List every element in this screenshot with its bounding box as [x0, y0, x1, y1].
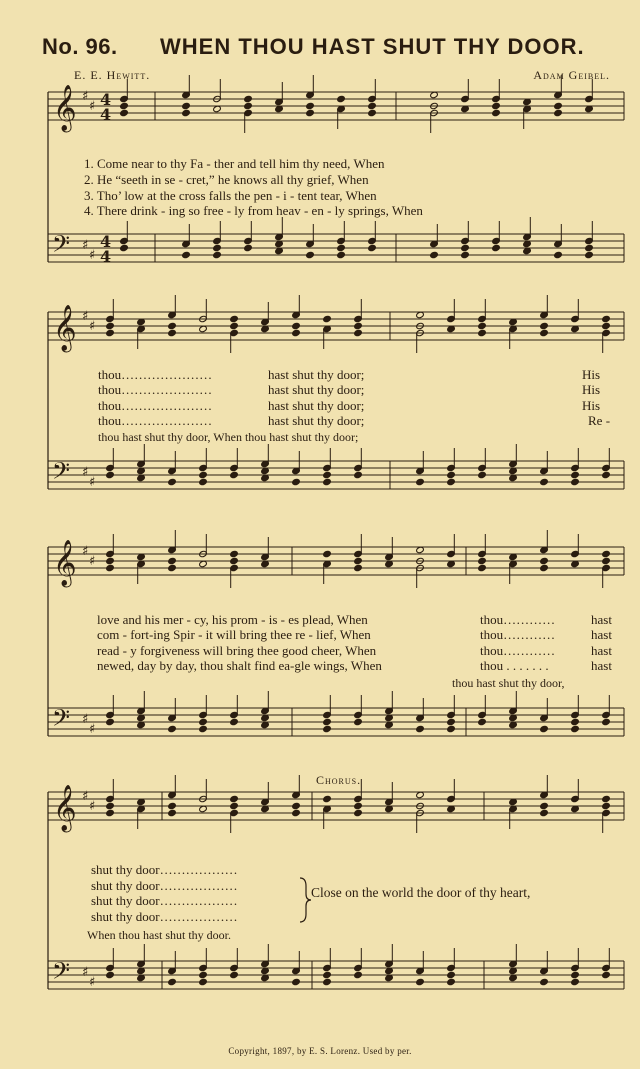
note-head — [323, 478, 332, 485]
copyright-notice: Copyright, 1897, by E. S. Lorenz. Used by per. — [228, 1046, 412, 1056]
note-head — [478, 471, 487, 478]
verse-1-line-1: 1. Come near to thy Fa - ther and tell him thy need, When — [84, 156, 385, 171]
note-head — [554, 109, 563, 116]
echo-line-4: When thou hast shut thy door. — [87, 928, 231, 942]
verse-3-line-3: read - y forgiveness will bring thee good cheer, When — [97, 643, 377, 658]
note-head — [461, 251, 470, 258]
sharp-sign: ♯ — [82, 238, 89, 253]
note-head — [230, 471, 239, 478]
note-head — [120, 102, 129, 109]
verse-3-line-2-words: hast shut thy door; — [268, 398, 365, 413]
note-head — [337, 244, 346, 251]
note-head — [571, 478, 580, 485]
sharp-sign: ♯ — [89, 554, 96, 569]
sharp-sign: ♯ — [89, 799, 96, 814]
note-head — [106, 322, 115, 329]
lyricist-credit: E. E. Hewitt. — [74, 68, 151, 82]
note-head — [168, 564, 177, 571]
verse-3-line-3-end: hast — [591, 643, 612, 658]
note-head — [354, 557, 363, 564]
note-head — [540, 564, 549, 571]
note-head — [447, 478, 456, 485]
note-head — [478, 322, 487, 329]
note-head — [306, 109, 315, 116]
note-head — [430, 251, 439, 258]
note-head — [106, 329, 115, 336]
note-head — [585, 244, 594, 251]
note-head — [416, 725, 425, 732]
note-head — [492, 244, 501, 251]
note-head — [323, 725, 332, 732]
verse-1-line-3-thou: thou………… — [480, 612, 556, 627]
note-head — [230, 557, 239, 564]
note-head — [230, 315, 239, 322]
note-head — [168, 557, 177, 564]
note-head — [540, 978, 549, 985]
treble-clef: 𝄞 — [53, 305, 77, 351]
note-head — [602, 971, 611, 978]
note-head — [447, 971, 456, 978]
verse-2-line-3-thou: thou………… — [480, 627, 556, 642]
note-head — [230, 718, 239, 725]
note-head — [585, 251, 594, 258]
note-head — [199, 478, 208, 485]
note-head — [354, 809, 363, 816]
note-head — [571, 718, 580, 725]
note-head — [323, 978, 332, 985]
sharp-sign: ♯ — [82, 965, 89, 980]
note-head — [230, 802, 239, 809]
verse-4-line-2-end: Re - — [588, 413, 611, 428]
bass-clef: 𝄢 — [52, 957, 71, 990]
verse-1-line-2-words: hast shut thy door; — [268, 367, 365, 382]
verse-3-line-2-thou: thou………………… — [98, 398, 213, 413]
note-head — [602, 718, 611, 725]
note-head — [199, 978, 208, 985]
note-head — [292, 478, 301, 485]
sharp-sign: ♯ — [82, 712, 89, 727]
note-head — [354, 471, 363, 478]
verse-1-line-2-end: His — [582, 367, 601, 382]
verse-2-line-4: shut thy door……………… — [91, 878, 238, 893]
note-head — [478, 718, 487, 725]
time-signature-bottom: 4 — [100, 247, 112, 266]
note-head — [602, 322, 611, 329]
note-head — [368, 244, 377, 251]
note-head — [323, 795, 332, 802]
note-head — [354, 322, 363, 329]
note-head — [199, 471, 208, 478]
note-head — [199, 725, 208, 732]
time-signature-bottom: 4 — [100, 105, 112, 124]
chorus-brace — [300, 878, 311, 922]
note-head — [106, 471, 115, 478]
note-head — [323, 471, 332, 478]
verse-4-line-3: newed, day by day, thou shalt find ea-gle wings, When — [97, 658, 382, 673]
verse-2-line-2-words: hast shut thy door; — [268, 382, 365, 397]
note-head — [106, 564, 115, 571]
note-head — [416, 978, 425, 985]
sharp-sign: ♯ — [82, 544, 89, 559]
note-head — [571, 725, 580, 732]
note-head — [337, 251, 346, 258]
composer-credit: Adam Geibel. — [533, 68, 610, 82]
note-head — [244, 102, 253, 109]
sharp-sign: ♯ — [82, 465, 89, 480]
note-head — [540, 557, 549, 564]
sharp-sign: ♯ — [82, 309, 89, 324]
note-head — [447, 725, 456, 732]
note-head — [168, 725, 177, 732]
note-head — [230, 971, 239, 978]
verse-4-line-3-end: hast — [591, 658, 612, 673]
note-head — [554, 102, 563, 109]
verse-3-line-3-thou: thou………… — [480, 643, 556, 658]
verse-1-line-4: shut thy door……………… — [91, 862, 238, 877]
note-head — [416, 478, 425, 485]
time-signature-top: 4 — [100, 90, 112, 109]
time-signature-top: 4 — [100, 232, 112, 251]
note-head — [244, 244, 253, 251]
treble-clef: 𝄞 — [53, 85, 77, 131]
note-head — [354, 802, 363, 809]
note-head — [478, 564, 487, 571]
note-head — [602, 802, 611, 809]
note-head — [447, 471, 456, 478]
note-head — [182, 102, 191, 109]
note-head — [323, 971, 332, 978]
echo-line-2: thou hast shut thy door, When thou hast shut thy door; — [98, 430, 359, 444]
verse-2-line-2-thou: thou………………… — [98, 382, 213, 397]
note-head — [540, 802, 549, 809]
note-head — [492, 109, 501, 116]
note-head — [540, 478, 549, 485]
note-head — [540, 809, 549, 816]
sharp-sign: ♯ — [89, 319, 96, 334]
verse-4-line-1: 4. There drink - ing so free - ly from heav - en - ly springs, When — [84, 203, 423, 218]
treble-clef: 𝄞 — [53, 540, 77, 586]
note-head — [168, 809, 177, 816]
note-head — [168, 978, 177, 985]
sharp-sign: ♯ — [89, 248, 96, 263]
note-head — [478, 329, 487, 336]
verse-3-line-1: 3. Tho’ low at the cross falls the pen - i - tent tear, When — [84, 188, 377, 203]
hymn-number: No. 96. — [42, 34, 118, 59]
note-head — [461, 244, 470, 251]
note-head — [323, 315, 332, 322]
note-head — [120, 244, 129, 251]
note-head — [447, 718, 456, 725]
note-head — [120, 109, 129, 116]
note-head — [292, 802, 301, 809]
verse-2-line-2-end: His — [582, 382, 601, 397]
bass-clef: 𝄢 — [52, 230, 71, 263]
verse-2-line-3-end: hast — [591, 627, 612, 642]
note-head — [323, 550, 332, 557]
note-head — [354, 329, 363, 336]
note-head — [478, 557, 487, 564]
note-head — [230, 322, 239, 329]
note-head — [182, 251, 191, 258]
note-head — [306, 102, 315, 109]
note-head — [571, 978, 580, 985]
note-head — [230, 550, 239, 557]
verse-2-line-3: com - fort-ing Spir - it will bring thee re - lief, When — [97, 627, 371, 642]
note-head — [540, 329, 549, 336]
note-head — [602, 471, 611, 478]
bass-clef: 𝄢 — [52, 704, 71, 737]
note-head — [106, 718, 115, 725]
note-head — [354, 718, 363, 725]
note-head — [323, 718, 332, 725]
chorus-text: Close on the world the door of thy heart, — [311, 885, 531, 900]
note-head — [292, 322, 301, 329]
verse-4-line-3-thou: thou . . . . . . . — [480, 658, 549, 673]
verse-3-line-2-end: His — [582, 398, 601, 413]
verse-4-line-2-words: hast shut thy door; — [268, 413, 365, 428]
sharp-sign: ♯ — [89, 475, 96, 490]
note-head — [306, 251, 315, 258]
note-head — [292, 809, 301, 816]
note-head — [168, 329, 177, 336]
note-head — [554, 251, 563, 258]
note-head — [602, 315, 611, 322]
treble-clef: 𝄞 — [53, 785, 77, 831]
verse-3-line-4: shut thy door……………… — [91, 893, 238, 908]
verse-4-line-2-thou: thou………………… — [98, 413, 213, 428]
note-head — [106, 809, 115, 816]
note-head — [602, 795, 611, 802]
note-head — [368, 109, 377, 116]
note-head — [199, 971, 208, 978]
note-head — [571, 971, 580, 978]
note-head — [106, 971, 115, 978]
note-head — [602, 550, 611, 557]
note-head — [213, 251, 222, 258]
note-head — [230, 795, 239, 802]
note-head — [106, 802, 115, 809]
note-head — [368, 102, 377, 109]
chorus-label: Chorus. — [316, 773, 362, 787]
note-head — [540, 725, 549, 732]
note-head — [182, 109, 191, 116]
note-head — [168, 802, 177, 809]
verse-4-line-4: shut thy door……………… — [91, 909, 238, 924]
note-head — [213, 244, 222, 251]
note-head — [292, 329, 301, 336]
note-head — [106, 557, 115, 564]
bass-clef: 𝄢 — [52, 457, 71, 490]
note-head — [199, 718, 208, 725]
sharp-sign: ♯ — [89, 975, 96, 990]
verse-1-line-3: love and his mer - cy, his prom - is - es plead, When — [97, 612, 368, 627]
verse-2-line-1: 2. He “seeth in se - cret,” he knows all thy grief, When — [84, 172, 369, 187]
note-head — [540, 322, 549, 329]
sharp-sign: ♯ — [89, 722, 96, 737]
hymn-title: WHEN THOU HAST SHUT THY DOOR. — [160, 34, 585, 59]
note-head — [447, 978, 456, 985]
note-head — [244, 95, 253, 102]
note-head — [571, 471, 580, 478]
verse-1-line-2-thou: thou………………… — [98, 367, 213, 382]
echo-line-3: thou hast shut thy door, — [452, 676, 565, 690]
note-head — [337, 95, 346, 102]
note-head — [168, 478, 177, 485]
note-head — [602, 557, 611, 564]
note-head — [354, 564, 363, 571]
sharp-sign: ♯ — [82, 89, 89, 104]
note-head — [354, 971, 363, 978]
verse-1-line-3-end: hast — [591, 612, 612, 627]
sharp-sign: ♯ — [82, 789, 89, 804]
note-head — [292, 978, 301, 985]
sharp-sign: ♯ — [89, 99, 96, 114]
note-head — [168, 322, 177, 329]
note-head — [492, 102, 501, 109]
